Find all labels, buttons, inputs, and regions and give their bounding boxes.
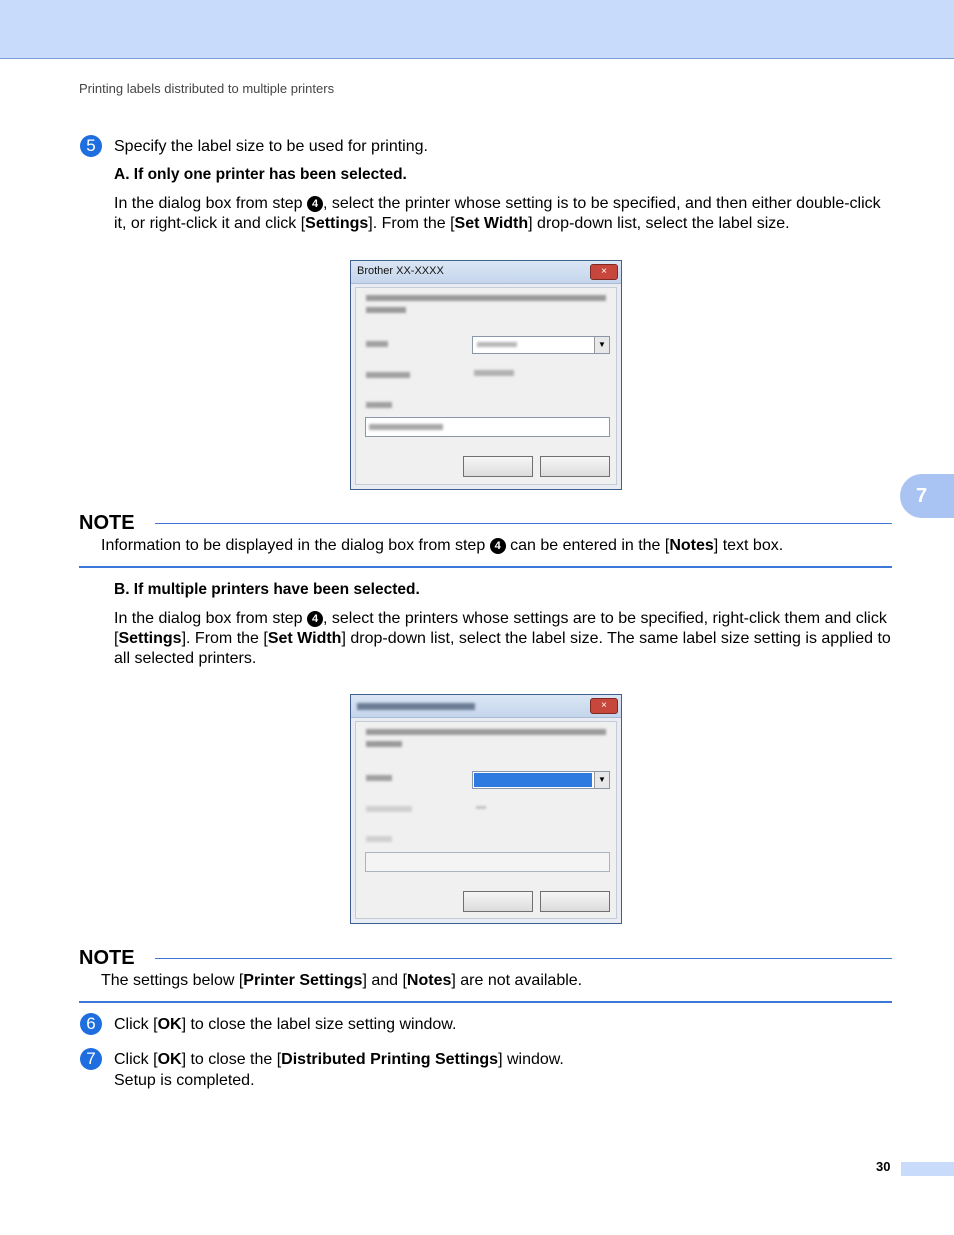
note-1-title: NOTE [79,512,135,534]
blurred-label [366,372,410,378]
step-5-text: Specify the label size to be used for printing. [114,138,428,155]
cancel-button[interactable] [540,891,610,912]
step-ref-4: 4 [490,538,506,554]
cancel-button[interactable] [540,456,610,477]
ok-button[interactable] [463,456,533,477]
step-6-text: Click [OK] to close the label size setting window. [114,1016,457,1033]
dialog-title: Brother XX-XXXX [357,265,444,277]
note-1-rule [155,523,892,524]
blurred-label [366,402,392,408]
section-b-title: B. If multiple printers have been selected. [114,581,420,598]
breadcrumb: Printing labels distributed to multiple printers [79,81,335,96]
note-1-bottom-rule [79,566,892,568]
printer-settings-dialog [350,260,622,490]
step-ref-4: 4 [307,611,323,627]
step-7-followup: Setup is completed. [114,1072,255,1089]
section-a-title: A. If only one printer has been selected. [114,166,407,183]
note-2-rule [155,958,892,959]
section-a-paragraph: In the dialog box from step 4 , select the printer whose setting is to be specified, and then either double-click it, or right-click it and click [Settings]. From the [Set Width] drop-down list, select the label size. [114,195,881,232]
step-6-badge: 6 [80,1013,102,1035]
blurred-label [366,341,388,347]
close-icon[interactable]: × [590,698,618,714]
step-7-badge: 7 [80,1048,102,1070]
header-band [0,0,954,59]
ok-button[interactable] [463,891,533,912]
blurred-label-disabled [366,836,392,842]
dialog-title-bar [351,695,621,718]
note-2-text: The settings below [Printer Settings] and [Notes] are not available. [101,972,583,989]
step-5-badge: 5 [80,135,102,157]
blurred-label-disabled [366,806,412,812]
dialog-body [355,721,617,919]
chevron-down-icon: ▼ [594,772,609,788]
blurred-instruction [366,293,606,315]
multiple-printer-settings-dialog [350,694,622,924]
chevron-down-icon: ▼ [594,337,609,353]
note-1-text: Information to be displayed in the dialog box from step 4 can be entered in the [Notes] text box. [101,537,784,554]
note-2-bottom-rule [79,1001,892,1003]
dialog-title-bar [351,261,621,284]
blurred-instruction [366,727,606,749]
notes-textbox-disabled [365,852,610,872]
page-number-bar [901,1162,954,1176]
page-number: 30 [876,1159,891,1174]
blurred-label [366,775,392,781]
chapter-tab: 7 [900,474,954,518]
blurred-value [476,806,486,809]
step-7-text: Click [OK] to close the [Distributed Printing Settings] window. [114,1051,564,1068]
section-b-paragraph: In the dialog box from step 4 , select the printers whose settings are to be specified, right-click them and click [Settings]. From the [Set Width] drop-down list, select the label size. The same label size setting is applied to all selected printers. [114,610,891,667]
paper-dropdown[interactable] [472,771,610,789]
close-icon[interactable]: × [590,264,618,280]
blurred-value [474,370,514,376]
blurred-dialog-title [357,703,475,710]
dialog-body [355,287,617,485]
paper-dropdown[interactable] [472,336,610,354]
note-2-title: NOTE [79,947,135,969]
step-ref-4: 4 [307,196,323,212]
notes-textbox[interactable] [365,417,610,437]
